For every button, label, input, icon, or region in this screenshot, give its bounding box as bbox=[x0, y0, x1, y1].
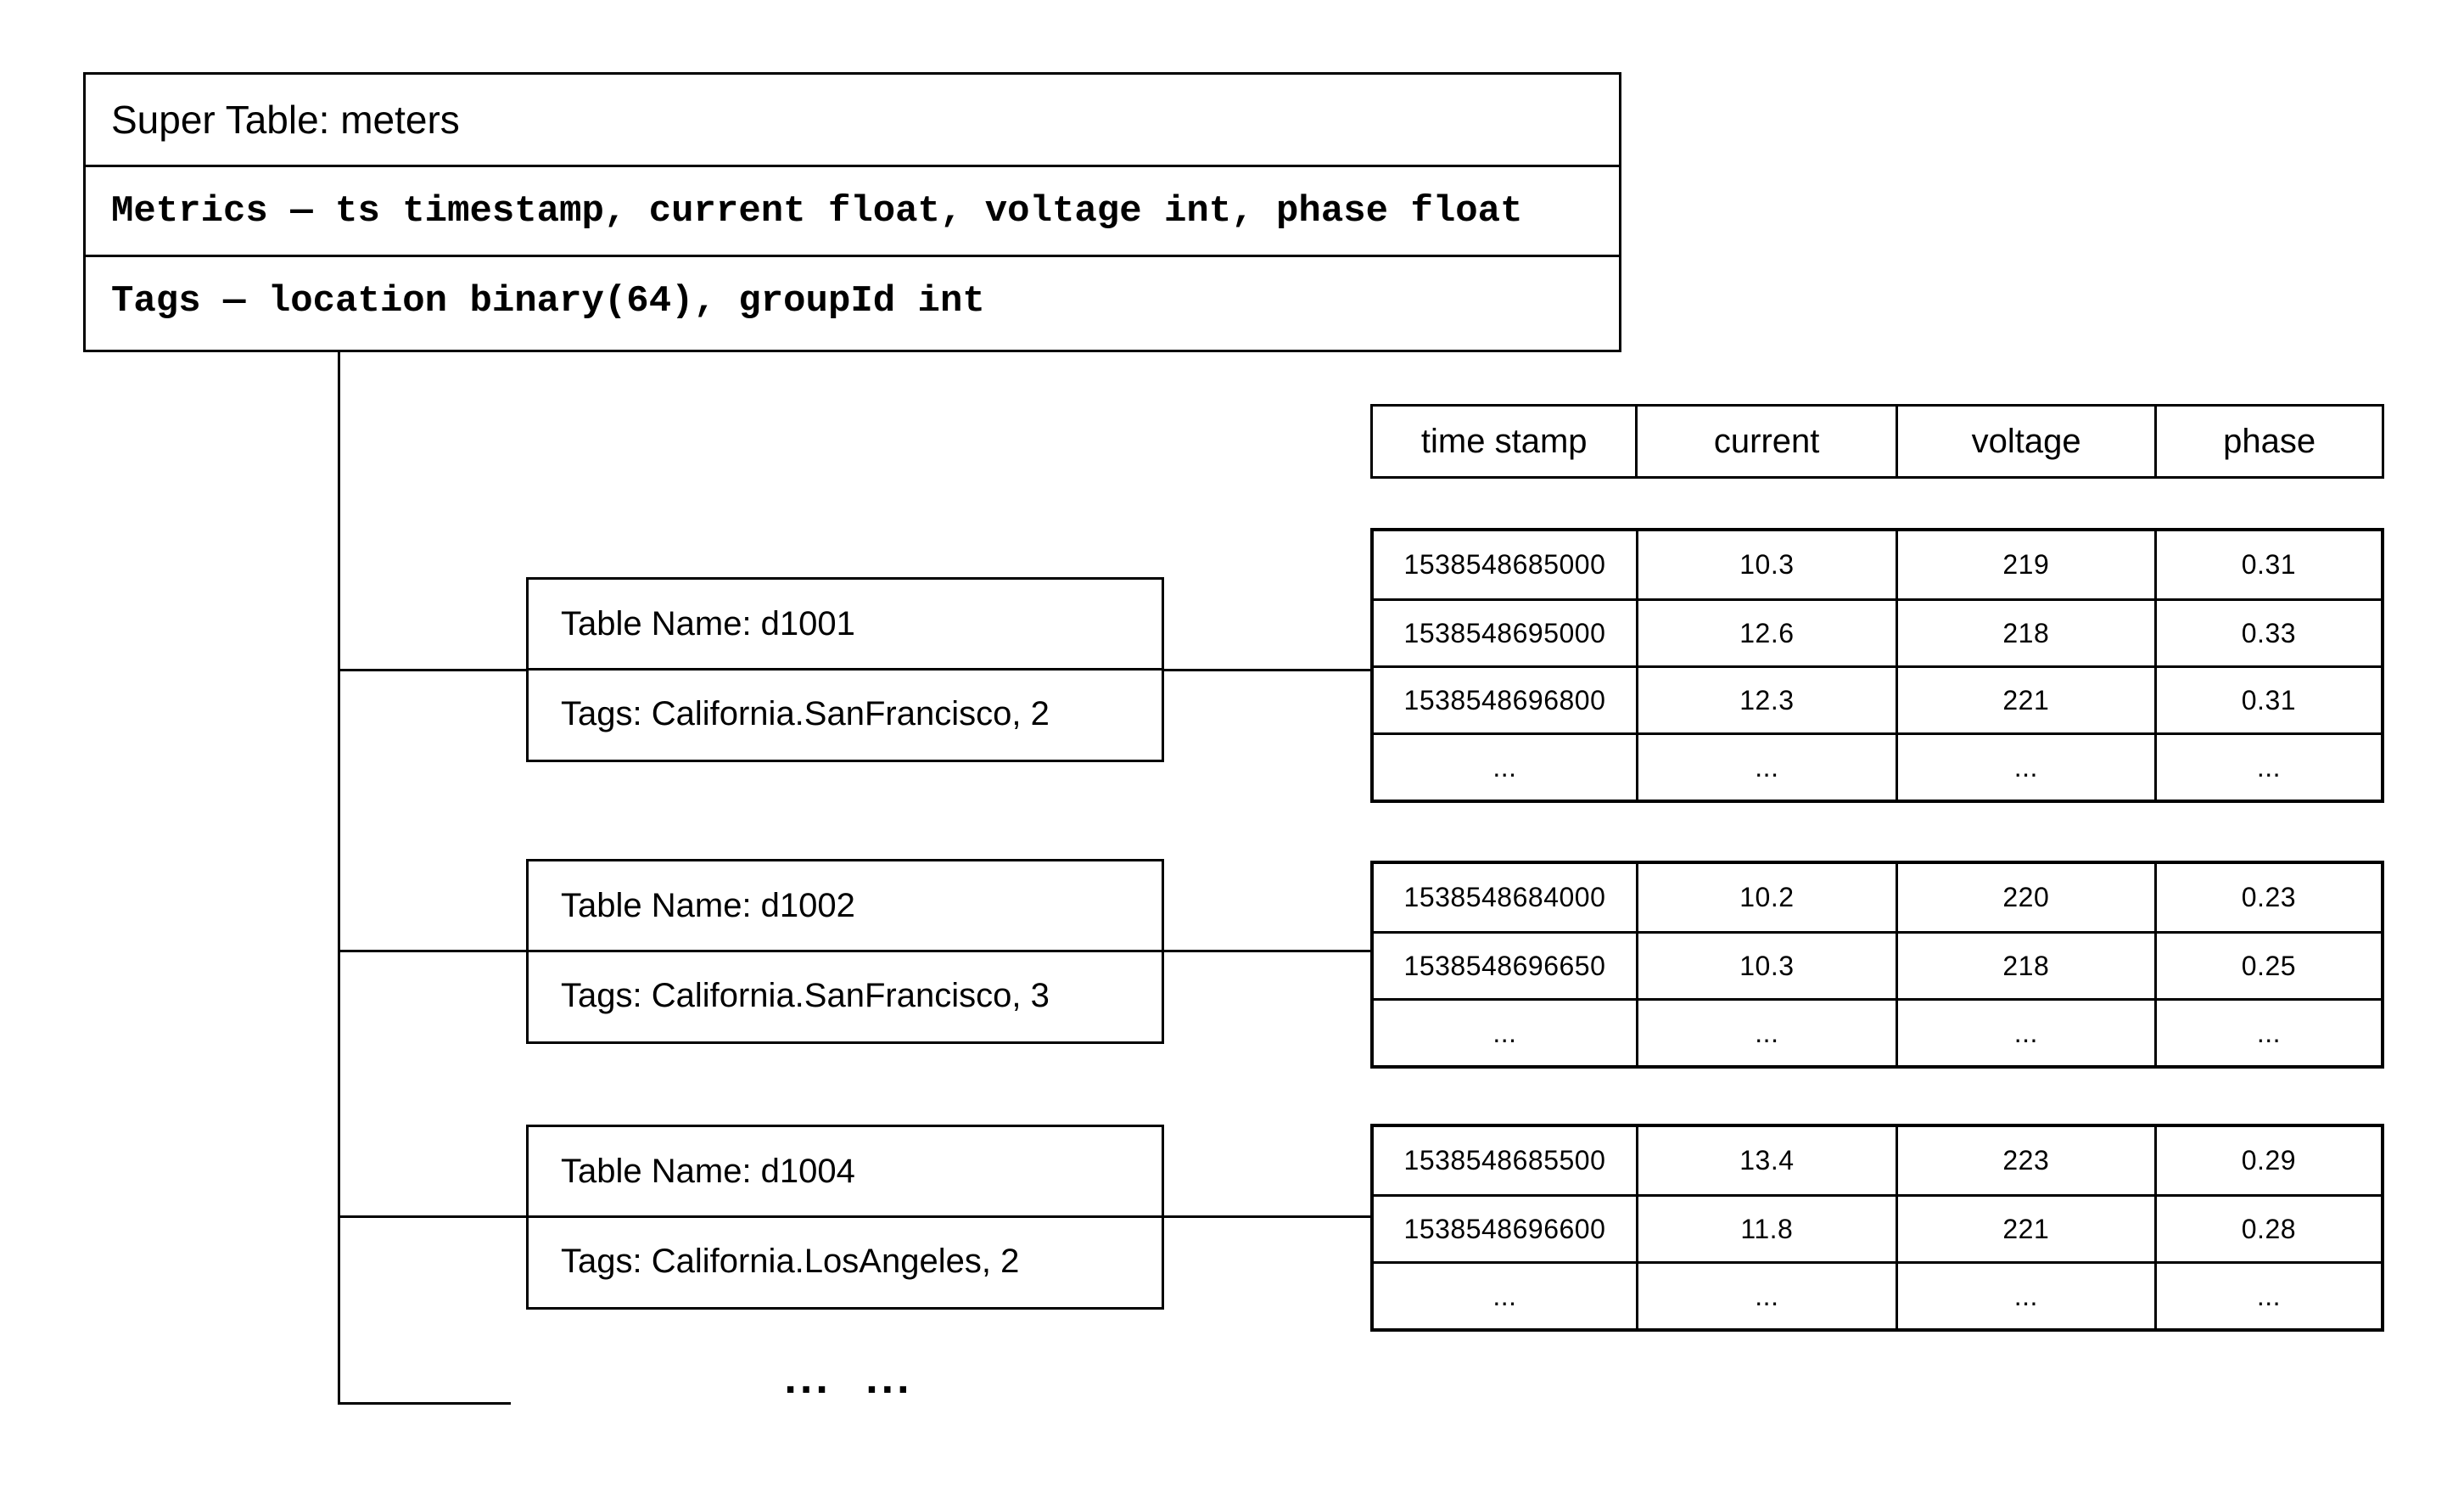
table-cell: 0.31 bbox=[2154, 668, 2381, 732]
device-tags-d1004: Tags: California.LosAngeles, 2 bbox=[529, 1215, 1162, 1305]
table-cell: 0.29 bbox=[2154, 1127, 2381, 1194]
link-line-d1001 bbox=[1162, 669, 1371, 671]
table-cell: 221 bbox=[1896, 1197, 2154, 1261]
table-row bbox=[1374, 598, 2381, 665]
table-row bbox=[1374, 1127, 2381, 1194]
table-cell: ... bbox=[2154, 1001, 2381, 1065]
branch-line-d1001 bbox=[339, 669, 527, 671]
more-tables-ellipsis: ... ... bbox=[784, 1354, 913, 1403]
header-cell-voltage: voltage bbox=[1896, 407, 2154, 476]
table-cell: 221 bbox=[1896, 668, 2154, 732]
table-row-ellipsis bbox=[1374, 1261, 2381, 1328]
device-box-d1001 bbox=[526, 577, 1164, 762]
table-cell: ... bbox=[1492, 1017, 1517, 1048]
table-row bbox=[1374, 1194, 2381, 1261]
super-table-metrics: Metrics — ts timestamp, current float, voltage int, phase float bbox=[86, 165, 1619, 255]
branch-line-d1002 bbox=[339, 950, 527, 952]
table-row bbox=[1374, 531, 2381, 598]
table-cell: 1538548684000 bbox=[1403, 882, 1606, 912]
table-cell: ... bbox=[1492, 1280, 1517, 1311]
super-table-box bbox=[83, 72, 1621, 352]
header-cell-current: current bbox=[1635, 407, 1895, 476]
table-cell: 1538548695000 bbox=[1403, 617, 1606, 648]
table-cell: 0.33 bbox=[2154, 601, 2381, 665]
tree-trunk-line bbox=[338, 351, 340, 1405]
table-cell: 0.23 bbox=[2154, 864, 2381, 931]
table-cell: 11.8 bbox=[1636, 1197, 1896, 1261]
table-cell: 0.25 bbox=[2154, 934, 2381, 998]
table-row-ellipsis bbox=[1374, 998, 2381, 1065]
header-cell-time-stamp: time stamp bbox=[1420, 422, 1588, 460]
link-line-d1004 bbox=[1162, 1215, 1371, 1218]
table-cell: ... bbox=[2154, 735, 2381, 800]
data-table-d1002 bbox=[1370, 861, 2384, 1069]
table-cell: 0.28 bbox=[2154, 1197, 2381, 1261]
table-cell: ... bbox=[1636, 1001, 1896, 1065]
table-cell: 1538548696600 bbox=[1403, 1213, 1606, 1244]
table-cell: 1538548685500 bbox=[1403, 1145, 1606, 1176]
table-cell: ... bbox=[1492, 751, 1517, 783]
table-cell: ... bbox=[1896, 735, 2154, 800]
table-cell: 219 bbox=[1896, 531, 2154, 598]
link-line-d1002 bbox=[1162, 950, 1371, 952]
table-cell: 223 bbox=[1896, 1127, 2154, 1194]
branch-line-more bbox=[339, 1402, 511, 1405]
data-column-header bbox=[1370, 404, 2384, 479]
table-cell: 12.6 bbox=[1636, 601, 1896, 665]
table-row-ellipsis bbox=[1374, 732, 2381, 800]
super-table-tags: Tags — location binary(64), groupId int bbox=[86, 255, 1619, 345]
data-table-d1004 bbox=[1370, 1124, 2384, 1332]
table-cell: 218 bbox=[1896, 934, 2154, 998]
header-cell-phase: phase bbox=[2154, 407, 2382, 476]
super-table-title: Super Table: meters bbox=[111, 98, 460, 142]
device-box-d1004 bbox=[526, 1125, 1164, 1310]
table-cell: 10.3 bbox=[1636, 531, 1896, 598]
device-tags-d1001: Tags: California.SanFrancisco, 2 bbox=[529, 668, 1162, 757]
header-row bbox=[1373, 407, 2382, 476]
data-table-d1001 bbox=[1370, 528, 2384, 803]
table-row bbox=[1374, 665, 2381, 732]
branch-line-d1004 bbox=[339, 1215, 527, 1218]
table-cell: 218 bbox=[1896, 601, 2154, 665]
table-cell: 1538548696800 bbox=[1403, 684, 1606, 715]
table-cell: ... bbox=[1896, 1001, 2154, 1065]
table-cell: ... bbox=[2154, 1264, 2381, 1328]
table-row bbox=[1374, 931, 2381, 998]
table-cell: 10.2 bbox=[1636, 864, 1896, 931]
table-cell: ... bbox=[1636, 1264, 1896, 1328]
table-cell: ... bbox=[1896, 1264, 2154, 1328]
table-cell: 12.3 bbox=[1636, 668, 1896, 732]
table-row bbox=[1374, 864, 2381, 931]
table-cell: 1538548696650 bbox=[1403, 950, 1606, 981]
table-cell: 1538548685000 bbox=[1403, 549, 1606, 580]
device-name-d1002: Table Name: d1002 bbox=[561, 886, 855, 924]
device-name-d1004: Table Name: d1004 bbox=[561, 1152, 855, 1190]
table-cell: ... bbox=[1636, 735, 1896, 800]
device-tags-d1002: Tags: California.SanFrancisco, 3 bbox=[529, 950, 1162, 1039]
table-cell: 13.4 bbox=[1636, 1127, 1896, 1194]
device-box-d1002 bbox=[526, 859, 1164, 1044]
table-cell: 10.3 bbox=[1636, 934, 1896, 998]
table-cell: 220 bbox=[1896, 864, 2154, 931]
table-cell: 0.31 bbox=[2154, 531, 2381, 598]
device-name-d1001: Table Name: d1001 bbox=[561, 604, 855, 642]
